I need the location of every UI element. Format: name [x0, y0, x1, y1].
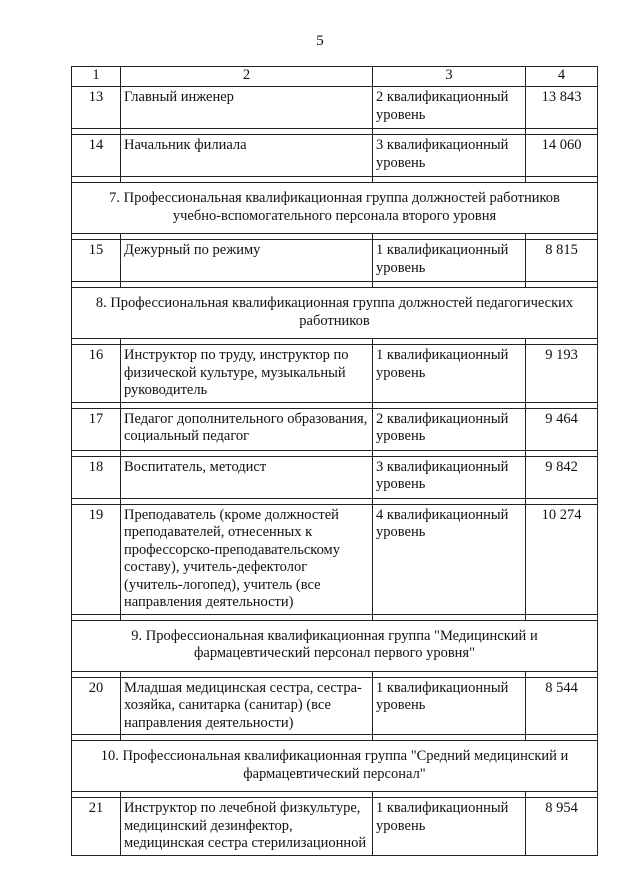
qualification-level: 4 квалификационный уровень	[373, 504, 526, 614]
row-number: 18	[72, 456, 121, 498]
row-number: 21	[72, 798, 121, 856]
position-name: Дежурный по режиму	[121, 240, 373, 282]
salary-value: 9 842	[526, 456, 598, 498]
group-heading: 10. Профессиональная квалификационная группа "Средний медицинский и фармацевтический персонал"	[72, 741, 598, 792]
salary-value: 13 843	[526, 87, 598, 129]
qualification-level: 2 квалификационный уровень	[373, 408, 526, 450]
page-number: 5	[316, 33, 324, 49]
group-heading-row	[72, 288, 598, 339]
salary-value: 9 193	[526, 345, 598, 403]
row-number: 14	[72, 135, 121, 177]
row-number: 19	[72, 504, 121, 614]
row-number: 15	[72, 240, 121, 282]
group-heading: 8. Профессиональная квалификационная группа должностей педагогических работников	[72, 288, 598, 339]
table-row	[72, 504, 598, 614]
qualification-level: 2 квалификационный уровень	[373, 87, 526, 129]
salary-value: 8 815	[526, 240, 598, 282]
salary-value: 8 544	[526, 677, 598, 735]
qualification-level: 1 квалификационный уровень	[373, 345, 526, 403]
table-row	[72, 798, 598, 856]
position-name: Преподаватель (кроме должностей преподавателей, отнесенных к профессорско-преподавательскому составу), учитель-дефектолог (учитель-логопед), учитель (все направления деятельности)	[121, 504, 373, 614]
position-name: Младшая медицинская сестра, сестра-хозяйка, санитарка (санитар) (все направления деятельности)	[121, 677, 373, 735]
table-row	[72, 135, 598, 177]
column-header: 4	[526, 67, 598, 87]
qualification-level: 1 квалификационный уровень	[373, 240, 526, 282]
table-row	[72, 456, 598, 498]
position-name: Главный инженер	[121, 87, 373, 129]
qualification-level: 3 квалификационный уровень	[373, 135, 526, 177]
group-heading-row	[72, 620, 598, 671]
row-number: 20	[72, 677, 121, 735]
group-heading-row	[72, 183, 598, 234]
qualification-level: 1 квалификационный уровень	[373, 677, 526, 735]
group-heading: 7. Профессиональная квалификационная группа должностей работников учебно-вспомогательного персонала второго уровня	[72, 183, 598, 234]
row-number: 13	[72, 87, 121, 129]
row-number: 17	[72, 408, 121, 450]
salary-value: 8 954	[526, 798, 598, 856]
column-header: 1	[72, 67, 121, 87]
row-number: 16	[72, 345, 121, 403]
column-header: 2	[121, 67, 373, 87]
column-header: 3	[373, 67, 526, 87]
salary-value: 9 464	[526, 408, 598, 450]
table-row	[72, 408, 598, 450]
table-row	[72, 240, 598, 282]
group-heading-row	[72, 741, 598, 792]
table-row	[72, 345, 598, 403]
position-name: Педагог дополнительного образования, социальный педагог	[121, 408, 373, 450]
group-heading: 9. Профессиональная квалификационная группа "Медицинский и фармацевтический персонал первого уровня"	[72, 620, 598, 671]
position-name: Инструктор по труду, инструктор по физической культуре, музыкальный руководитель	[121, 345, 373, 403]
salary-value: 14 060	[526, 135, 598, 177]
table-row	[72, 677, 598, 735]
position-name: Воспитатель, методист	[121, 456, 373, 498]
salary-value: 10 274	[526, 504, 598, 614]
position-name: Начальник филиала	[121, 135, 373, 177]
qualification-level: 1 квалификационный уровень	[373, 798, 526, 856]
header-row	[72, 67, 598, 87]
salary-table	[71, 66, 598, 856]
position-name: Инструктор по лечебной физкультуре, медицинский дезинфектор, медицинская сестра стерилизационной	[121, 798, 373, 856]
qualification-level: 3 квалификационный уровень	[373, 456, 526, 498]
table-row	[72, 87, 598, 129]
